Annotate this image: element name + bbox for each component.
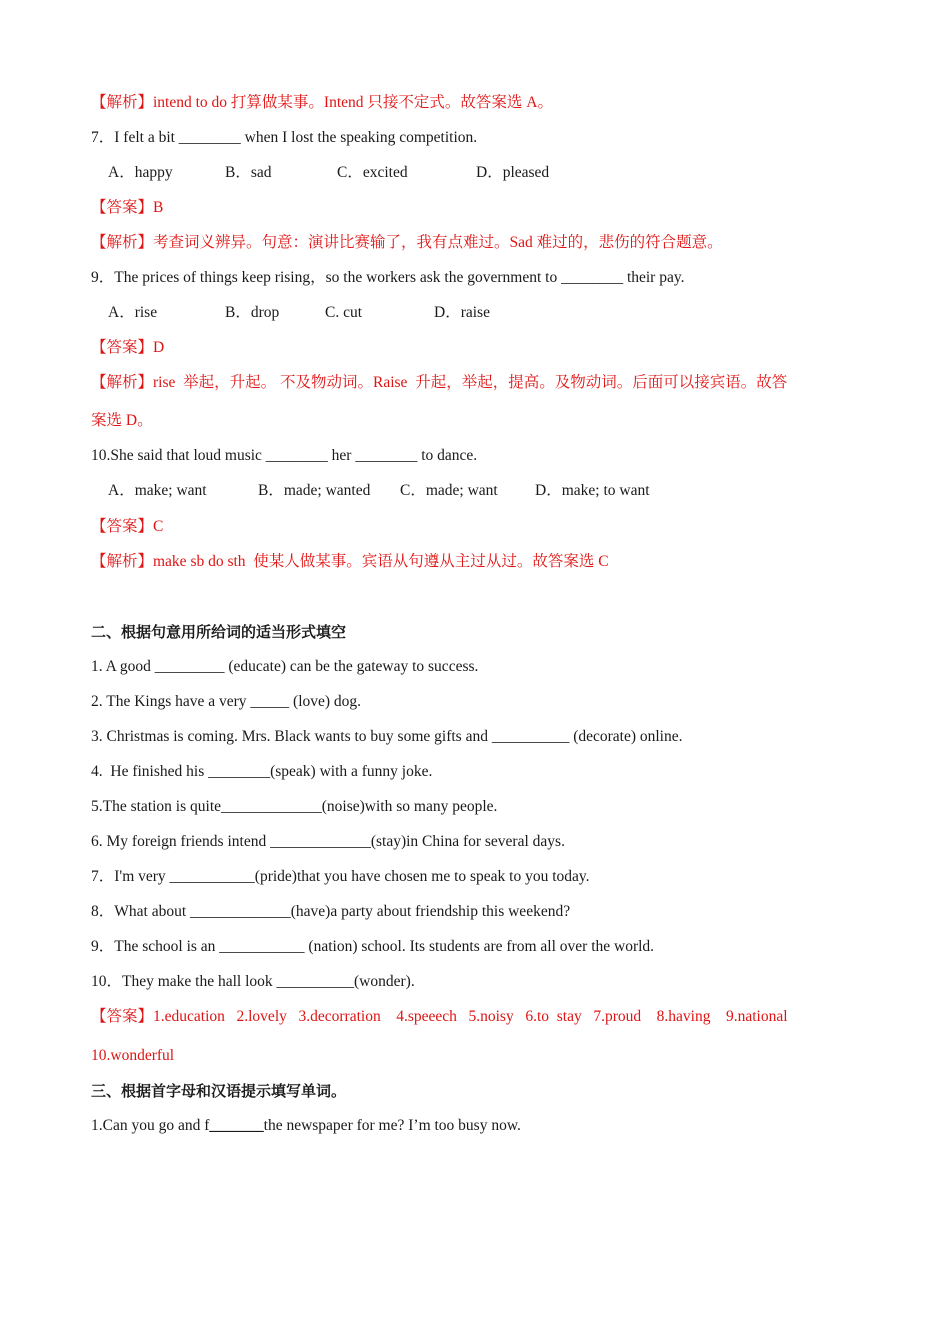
q7-option-b: B．sad (225, 164, 272, 181)
section3-q1 (91, 1116, 521, 1136)
section3-q1-before: 1.Can you go and f (91, 1117, 210, 1134)
q9-option-a: A．rise (108, 304, 158, 321)
q7-option-a: A．happy (108, 164, 173, 181)
q6-analysis: 【解析】intend to do 打算做某事。Intend 只接不定式。故答案选 A。 (91, 94, 553, 111)
q10-option-c: C．made; want (400, 482, 498, 499)
q10-option-b: B．made; wanted (258, 482, 371, 499)
q10-answer: 【答案】C (91, 518, 164, 535)
q9-stem: 9．The prices of things keep rising，so the workers ask the government to ________ their pay. (91, 269, 685, 286)
q10-option-d: D．make; to want (535, 482, 650, 499)
q9-analysis-line2: 案选 D。 (91, 412, 153, 429)
section2-item-2: 2. The Kings have a very _____ (love) dog. (91, 693, 362, 710)
q10-option-a: A．make; want (108, 482, 207, 499)
section2-item-1: 1. A good _________ (educate) can be the gateway to success. (91, 658, 479, 675)
q7-option-c: C．excited (337, 164, 408, 181)
q7-analysis: 【解析】考查词义辨异。句意：演讲比赛输了，我有点难过。Sad 难过的，悲伤的符合题意。 (91, 234, 723, 251)
section3-title: 三、根据首字母和汉语提示填写单词。 (91, 1082, 347, 1100)
section2-item-9: 9．The school is an ___________ (nation) school. Its students are from all over the world. (91, 938, 655, 955)
q10-stem: 10.She said that loud music ________ her ________ to dance. (91, 447, 478, 464)
q9-option-c: C. cut (325, 304, 363, 321)
q7-answer: 【答案】B (91, 199, 164, 216)
q10-analysis: 【解析】make sb do sth 使某人做某事。宾语从句遵从主过从过。故答案选 C (91, 553, 609, 570)
section2-answer-line2: 10.wonderful (91, 1047, 175, 1064)
section2-item-10: 10．They make the hall look __________(wonder). (91, 973, 415, 990)
q7-option-d: D．pleased (476, 164, 550, 181)
q9-answer: 【答案】D (91, 339, 165, 356)
section2-item-8: 8．What about _____________(have)a party about friendship this weekend? (91, 903, 571, 920)
section2-item-4: 4. He finished his ________(speak) with a funny joke. (91, 763, 433, 780)
section2-item-5: 5.The station is quite_____________(noise)with so many people. (91, 798, 498, 815)
section2-title: 二、根据句意用所给词的适当形式填空 (91, 623, 347, 641)
section2-answer-line1: 【答案】1.education 2.lovely 3.decorration 4.speeech 5.noisy 6.to stay 7.proud 8.having 9.national (91, 1008, 788, 1025)
section2-item-3: 3. Christmas is coming. Mrs. Black wants to buy some gifts and __________ (decorate) online. (91, 728, 683, 745)
q9-analysis-line1: 【解析】rise 举起，升起。 不及物动词。Raise 升起，举起，提高。及物动词。后面可以接宾语。故答 (91, 374, 788, 391)
section2-item-7: 7．I'm very ___________(pride)that you have chosen me to speak to you today. (91, 868, 590, 885)
section3-q1-after: the newspaper for me? I’m too busy now. (263, 1117, 521, 1134)
section2-item-6: 6. My foreign friends intend _____________(stay)in China for several days. (91, 833, 565, 850)
q9-option-b: B．drop (225, 304, 280, 321)
q7-stem: 7．I felt a bit ________ when I lost the speaking competition. (91, 129, 478, 146)
section3-q1-blank: _______ (209, 1117, 264, 1134)
q9-option-d: D．raise (434, 304, 490, 321)
